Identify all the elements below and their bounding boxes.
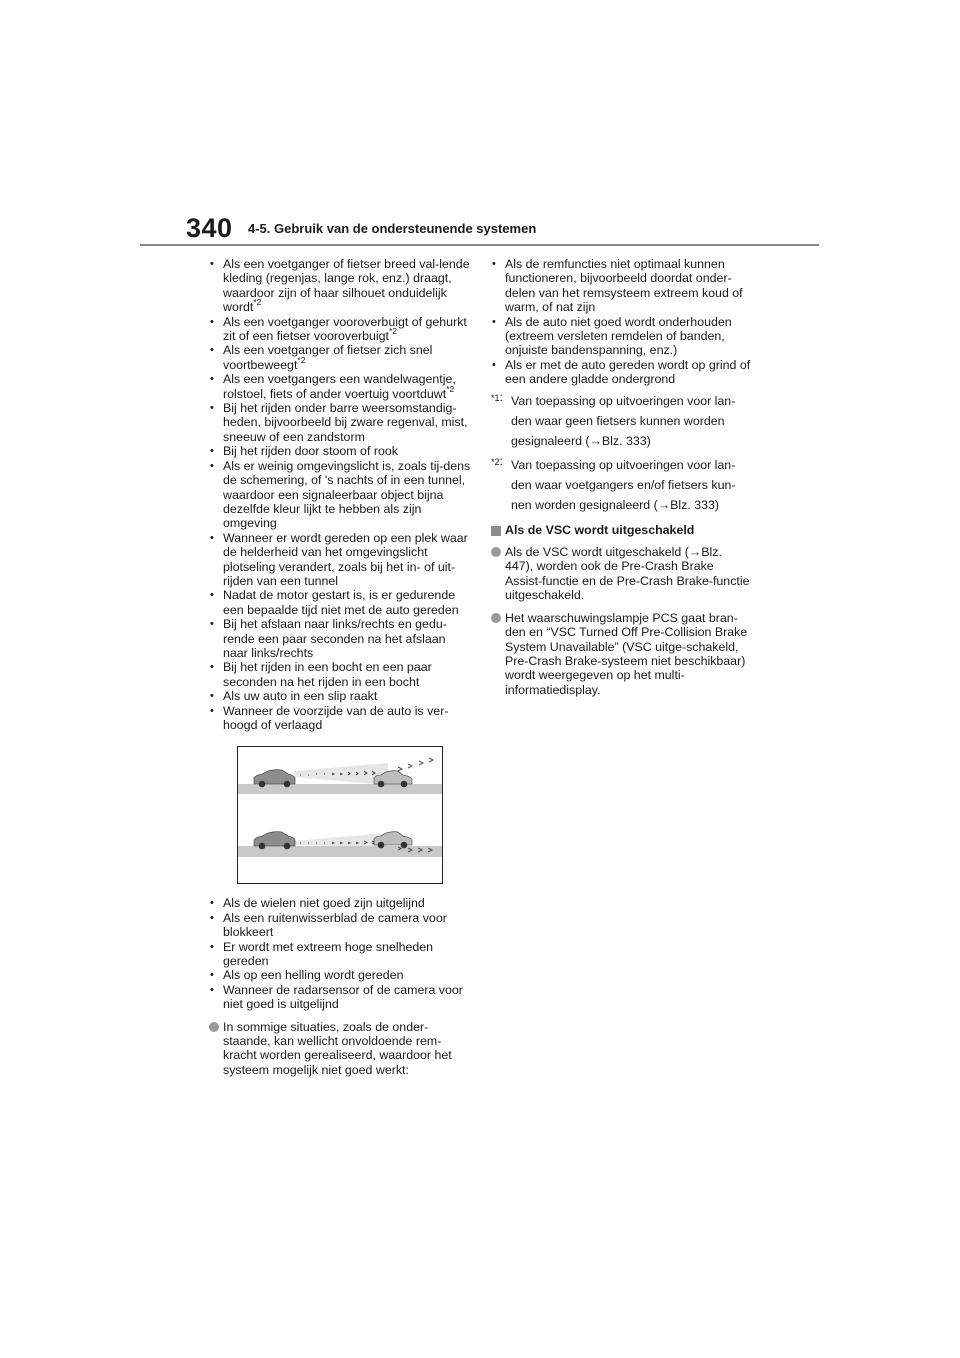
list-item: [209, 617, 471, 660]
list-item: [209, 689, 471, 703]
list-item: • Wanneer de radarsensor of de camera voor niet goed is uitgelijnd: [209, 983, 471, 1012]
list-item-text: Bij het rijden onder barre weersomstandig-heden, bijvoorbeeld bij zware regenval, mist, sneeuw of een zandstorm: [223, 401, 468, 444]
section-title: 4-5. Gebruik van de ondersteunende systemen: [248, 221, 537, 236]
footnote-mark-label: *1: [491, 392, 500, 403]
heading-text: Als de VSC wordt uitgeschakeld: [505, 522, 695, 537]
list-item: [209, 660, 471, 689]
note-text: Het waarschuwingslampje PCS gaat bran-den en “VSC Turned Off Pre-Collision Brake System Unavailable” (VSC uitge-schakeld, Pre-Crash Brake-systeem niet beschikbaar) wordt weergegeven op het multi-informatiedisplay.: [505, 610, 748, 697]
list-item-text: Bij het afslaan naar links/rechts en gedu-rende een paar seconden na het afslaan naar links/rechts: [223, 617, 447, 660]
footnote-text: Van toepassing op uitvoeringen voor lan-den waar voetgangers en/of fietsers kun-nen worden gesignaleerd (→Blz. 333): [511, 457, 736, 512]
note-item: [491, 611, 753, 697]
circle-bullet-icon: [491, 613, 501, 623]
square-bullet-icon: [491, 526, 501, 536]
footnote-mark: [491, 451, 503, 472]
list-item: [209, 444, 471, 458]
note-item: [491, 545, 753, 603]
illustration-radar-vehicles: [237, 746, 443, 884]
list-item: [209, 401, 471, 444]
note-insufficient-braking: [209, 1020, 471, 1078]
footnote-colon: :: [499, 453, 503, 468]
list-item: [209, 704, 471, 733]
list-item: • Als de remfuncties niet optimaal kunnen functioneren, bijvoorbeeld doordat onder-delen van het remsysteem extreem koud of warm, of nat zijn: [491, 257, 753, 315]
header-divider: [140, 244, 819, 246]
circle-bullet-icon: [491, 547, 501, 557]
footnote-mark: [491, 387, 503, 408]
list-item-text: Wanneer de voorzijde van de auto is ver-hoogd of verlaagd: [223, 703, 449, 732]
circle-bullet-icon: [209, 1022, 219, 1032]
vsc-notes: [491, 545, 753, 697]
list-item: [209, 588, 471, 617]
footnote-ref: *2: [446, 383, 455, 394]
left-column: [209, 257, 471, 1077]
page-number: 340: [186, 213, 233, 243]
right-column: [491, 257, 753, 697]
list-item: • Als op een helling wordt gereden: [209, 968, 471, 982]
footnote-ref: *2: [389, 326, 398, 337]
footnotes: [491, 391, 753, 515]
radar-illustration-svg: [238, 747, 442, 883]
footnote: [491, 391, 753, 451]
list-item: [209, 372, 471, 401]
list-item: [209, 531, 471, 589]
list-item: • Er wordt met extreem hoge snelheden gereden: [209, 940, 471, 969]
list-item: • Als de wielen niet goed zijn uitgelijnd: [209, 896, 471, 910]
list-item-text: Als er weinig omgevingslicht is, zoals tij-dens de schemering, of 's nachts of in een tunnel, waardoor een signaleerbaar object bijna dezelfde kleur lijkt te hebben als zijn omgeving: [223, 458, 471, 531]
list-item-text: Als een voetganger vooroverbuigt of gehurkt zit of een fietser vooroverbuigt: [223, 314, 467, 344]
list-item-text: Wanneer er wordt gereden op een plek waar de helderheid van het omgevingslicht plotseling verandert, zoals bij het in- of uit-rijden van een tunnel: [223, 530, 468, 588]
bullet-list-alignment: [209, 896, 471, 1011]
list-item-text: Als uw auto in een slip raakt: [223, 689, 378, 704]
bullet-list-conditions: [209, 257, 471, 732]
footnote-text: Van toepassing op uitvoeringen voor lan-den waar geen fietsers kunnen worden gesignaleerd (→Blz. 333): [511, 393, 736, 448]
note-text: In sommige situaties, zoals de onder-staande, kan wellicht onvoldoende rem-kracht worden gerealiseerd, waardoor het systeem mogelijk niet goed werkt:: [223, 1019, 452, 1077]
list-item: [209, 343, 471, 372]
note-text: Als de VSC wordt uitgeschakeld (→Blz. 447), worden ook de Pre-Crash Brake Assist-functie en de Pre-Crash Brake-functie uitgeschakeld.: [505, 545, 750, 603]
list-item-text: Bij het rijden door stoom of rook: [223, 444, 398, 459]
list-item: [209, 459, 471, 531]
list-item-text: Als een voetgangers een wandelwagentje, rolstoel, fiets of ander voertuig voortduwt: [223, 372, 456, 401]
list-item: [209, 257, 471, 315]
footnote: [491, 455, 753, 515]
list-item: • Als de auto niet goed wordt onderhouden (extreem versleten remdelen of banden, onjuiste bandenspanning, enz.): [491, 315, 753, 358]
bullet-list-brake-conditions: [491, 257, 753, 387]
list-item-text: Als een voetganger of fietser breed val-lende kleding (regenjas, lange rok, enz.) draagt, waardoor zijn of haar silhouet onduidelijk wordt: [223, 257, 470, 315]
footnote-mark-label: *2: [491, 456, 500, 467]
list-item-text: Nadat de motor gestart is, is er gedurende een bepaalde tijd niet met de auto gereden: [223, 588, 459, 617]
footnote-colon: :: [499, 389, 503, 404]
footnote-ref: *2: [297, 354, 306, 365]
road-upper: [238, 784, 442, 794]
list-item: • Als er met de auto gereden wordt op grind of een andere gladde ondergrond: [491, 358, 753, 387]
list-item-text: Als een voetganger of fietser zich snel voortbeweegt: [223, 343, 433, 372]
footnote-ref: *2: [253, 297, 262, 308]
list-item-text: Bij het rijden in een bocht en een paar seconden na het rijden in een bocht: [223, 660, 432, 689]
section-heading-vsc: [491, 523, 753, 537]
list-item: [209, 315, 471, 344]
list-item: • Als een ruitenwisserblad de camera voor blokkeert: [209, 911, 471, 940]
road-lower: [238, 846, 442, 857]
